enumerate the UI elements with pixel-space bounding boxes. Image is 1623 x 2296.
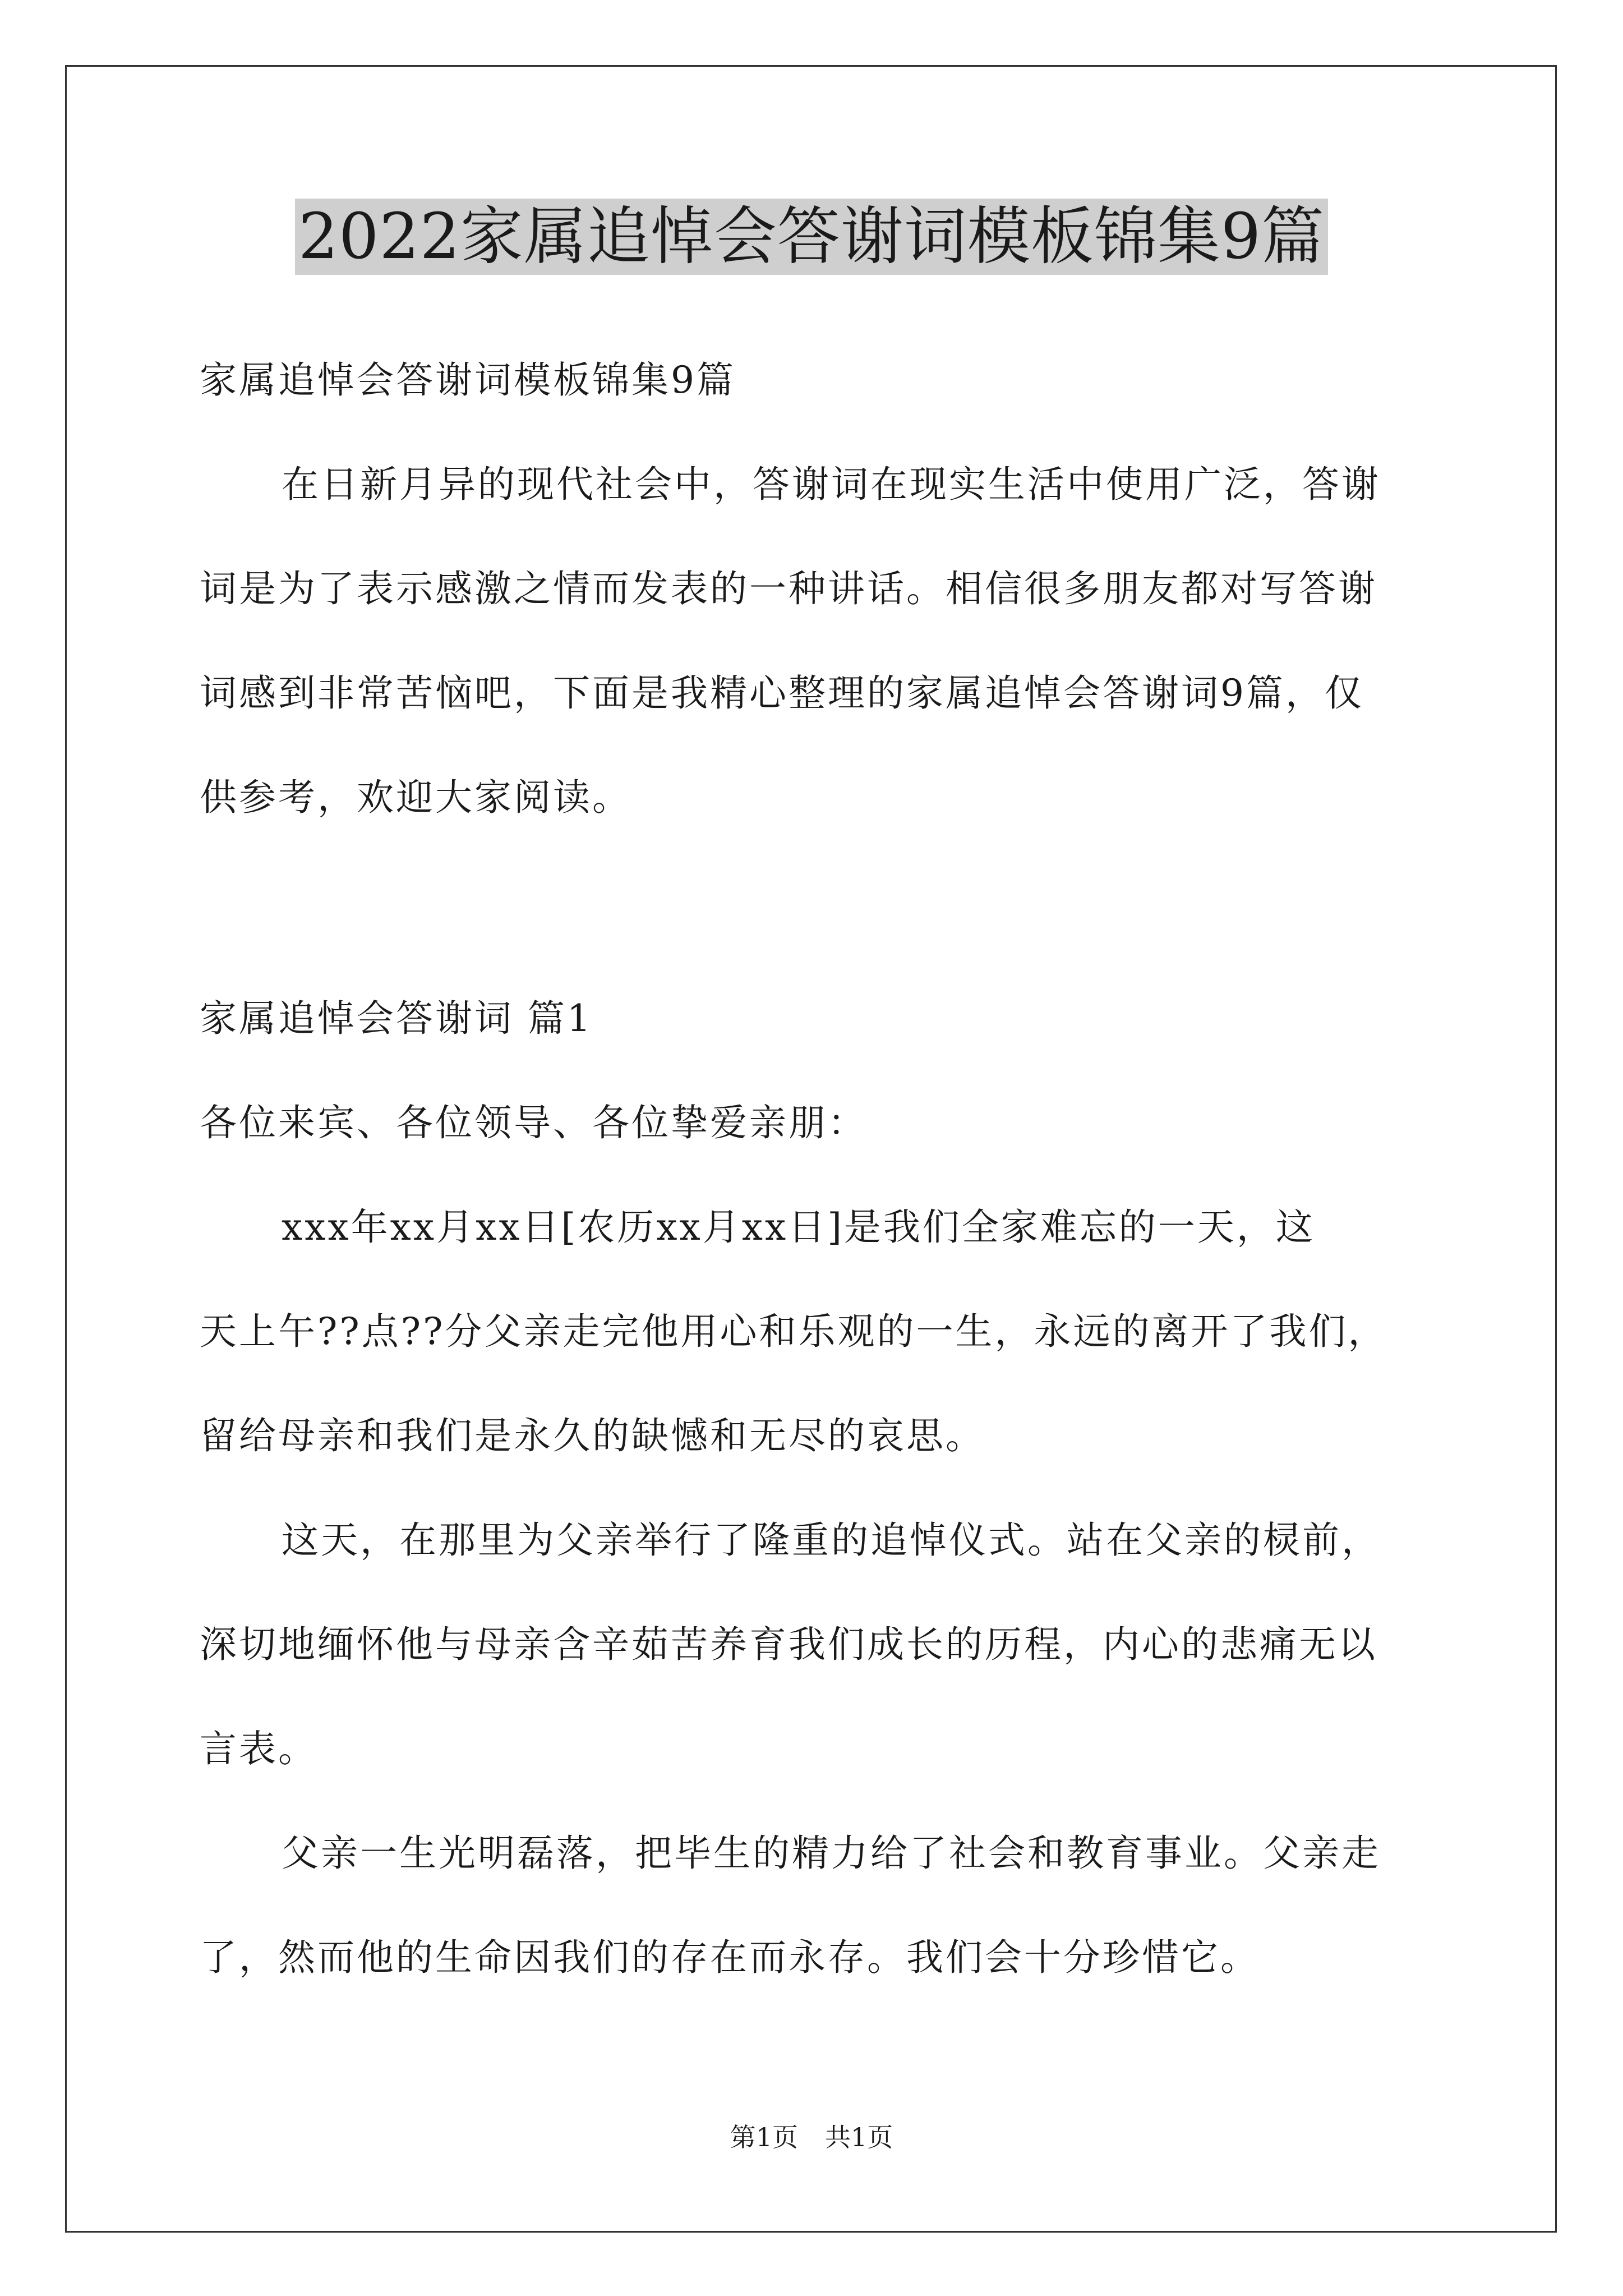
paragraph-line: 深切地缅怀他与母亲含辛茹苦养育我们成长的历程，内心的悲痛无以	[200, 1623, 1377, 1666]
page-footer	[0, 2120, 1623, 2154]
page-total: 共1页	[825, 2122, 893, 2152]
section-heading: 家属追悼会答谢词 篇1	[200, 997, 593, 1040]
intro-line: 词感到非常苦恼吧，下面是我精心整理的家属追悼会答谢词9篇，仅	[200, 671, 1364, 715]
paragraph-line: 天上午??点??分父亲走完他用心和乐观的一生，永远的离开了我们，	[200, 1310, 1387, 1353]
paragraph-line: xxx年xx月xx日[农历xx月xx日]是我们全家难忘的一天，这	[282, 1205, 1315, 1249]
paragraph-line: 言表。	[200, 1727, 317, 1770]
salutation: 各位来宾、各位领导、各位挚爱亲朋：	[200, 1101, 867, 1144]
paragraph-line: 了，然而他的生命因我们的存在而永存。我们会十分珍惜它。	[200, 1936, 1260, 1979]
paragraph-line: 父亲一生光明磊落，把毕生的精力给了社会和教育事业。父亲走	[282, 1832, 1381, 1875]
document-title: 2022家属追悼会答谢词模板锦集9篇	[295, 199, 1328, 275]
title-container	[0, 199, 1623, 275]
document-subtitle: 家属追悼会答谢词模板锦集9篇	[200, 358, 736, 402]
paragraph-line: 留给母亲和我们是永久的缺憾和无尽的哀思。	[200, 1414, 985, 1457]
page-number: 第1页	[730, 2122, 798, 2152]
intro-line: 词是为了表示感激之情而发表的一种讲话。相信很多朋友都对写答谢	[200, 567, 1377, 610]
intro-line: 供参考，欢迎大家阅读。	[200, 776, 631, 819]
intro-line: 在日新月异的现代社会中，答谢词在现实生活中使用广泛，答谢	[282, 463, 1381, 506]
paragraph-line: 这天，在那里为父亲举行了隆重的追悼仪式。站在父亲的棂前，	[282, 1519, 1381, 1562]
